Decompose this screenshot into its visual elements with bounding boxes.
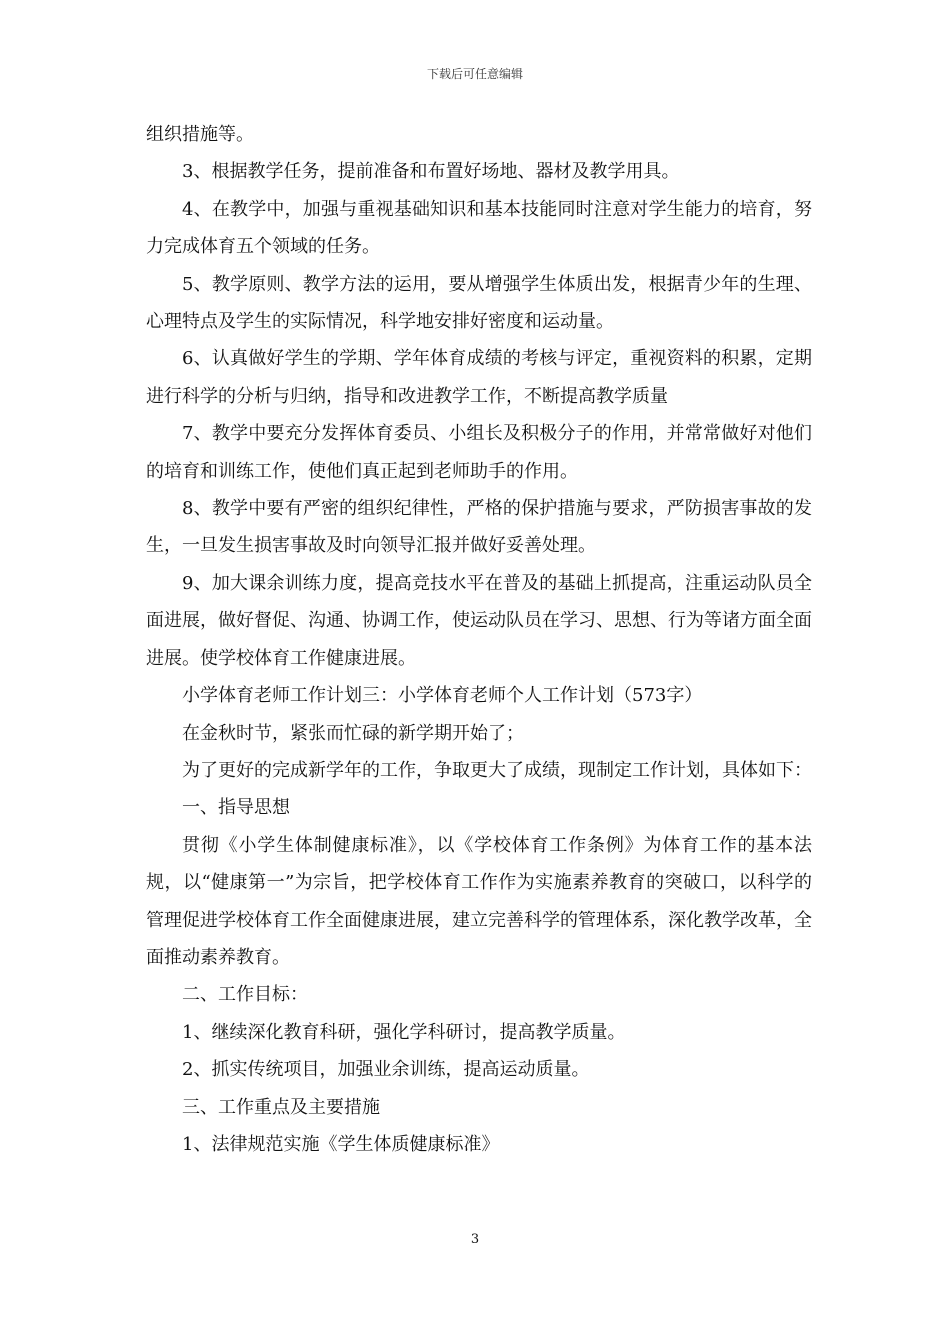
section-heading: 小学体育老师工作计划三：小学体育老师个人工作计划（573字）	[182, 685, 703, 707]
paragraph: 在金秋时节，紧张而忙碌的新学期开始了；	[182, 722, 524, 744]
page-header: 下载后可任意编辑	[426, 67, 523, 81]
paragraph: 为了更好的完成新学年的工作，争取更大了成绩，现制定工作计划，具体如下：	[182, 759, 812, 781]
paragraph: 9、加大课余训练力度，提高竞技水平在普及的基础上抓提高，注重运动队员全面进展，做好督促、沟通、协调工作，使运动队员在学习、思想、行为等诸方面全面进展。使学校体育工作健康进展。	[146, 572, 812, 669]
section-heading: 三、工作重点及主要措施	[182, 1096, 380, 1118]
section-heading: 一、指导思想	[182, 797, 290, 819]
paragraph: 5、教学原则、教学方法的运用，要从增强学生体质出发，根据青少年的生理、心理特点及学生的实际情况，科学地安排好密度和运动量。	[146, 273, 812, 333]
paragraph: 1、法律规范实施《学生体质健康标准》	[182, 1133, 500, 1155]
paragraph: 3、根据教学任务，提前准备和布置好场地、器材及教学用具。	[182, 161, 680, 183]
paragraph: 组织措施等。	[146, 124, 254, 145]
paragraph: 4、在教学中，加强与重视基础知识和基本技能同时注意对学生能力的培育，努力完成体育五个领域的任务。	[146, 198, 812, 258]
paragraph: 2、抓实传统项目，加强业余训练，提高运动质量。	[182, 1059, 590, 1081]
section-heading: 二、工作目标：	[182, 984, 308, 1006]
paragraph: 1、继续深化教育科研，强化学科研讨，提高教学质量。	[182, 1021, 626, 1043]
paragraph: 7、教学中要充分发挥体育委员、小组长及积极分子的作用，并常常做好对他们的培育和训练工作，使他们真正起到老师助手的作用。	[146, 423, 812, 482]
document-body	[146, 116, 812, 1163]
paragraph: 6、认真做好学生的学期、学年体育成绩的考核与评定，重视资料的积累，定期进行科学的分析与归纳，指导和改进教学工作，不断提高教学质量	[146, 348, 812, 407]
page-number: 3	[470, 1232, 480, 1247]
paragraph: 贯彻《小学生体制健康标准》，以《学校体育工作条例》为体育工作的基本法规，以“健康第一”为宗旨，把学校体育工作作为实施素养教育的突破口，以科学的管理促进学校体育工作全面健康进展，建立完善科学的管理体系，深化教学改革，全面推动素养教育。	[146, 834, 812, 968]
paragraph: 8、教学中要有严密的组织纪律性，严格的保护措施与要求，严防损害事故的发生，一旦发生损害事故及时向领导汇报并做好妥善处理。	[146, 498, 812, 557]
